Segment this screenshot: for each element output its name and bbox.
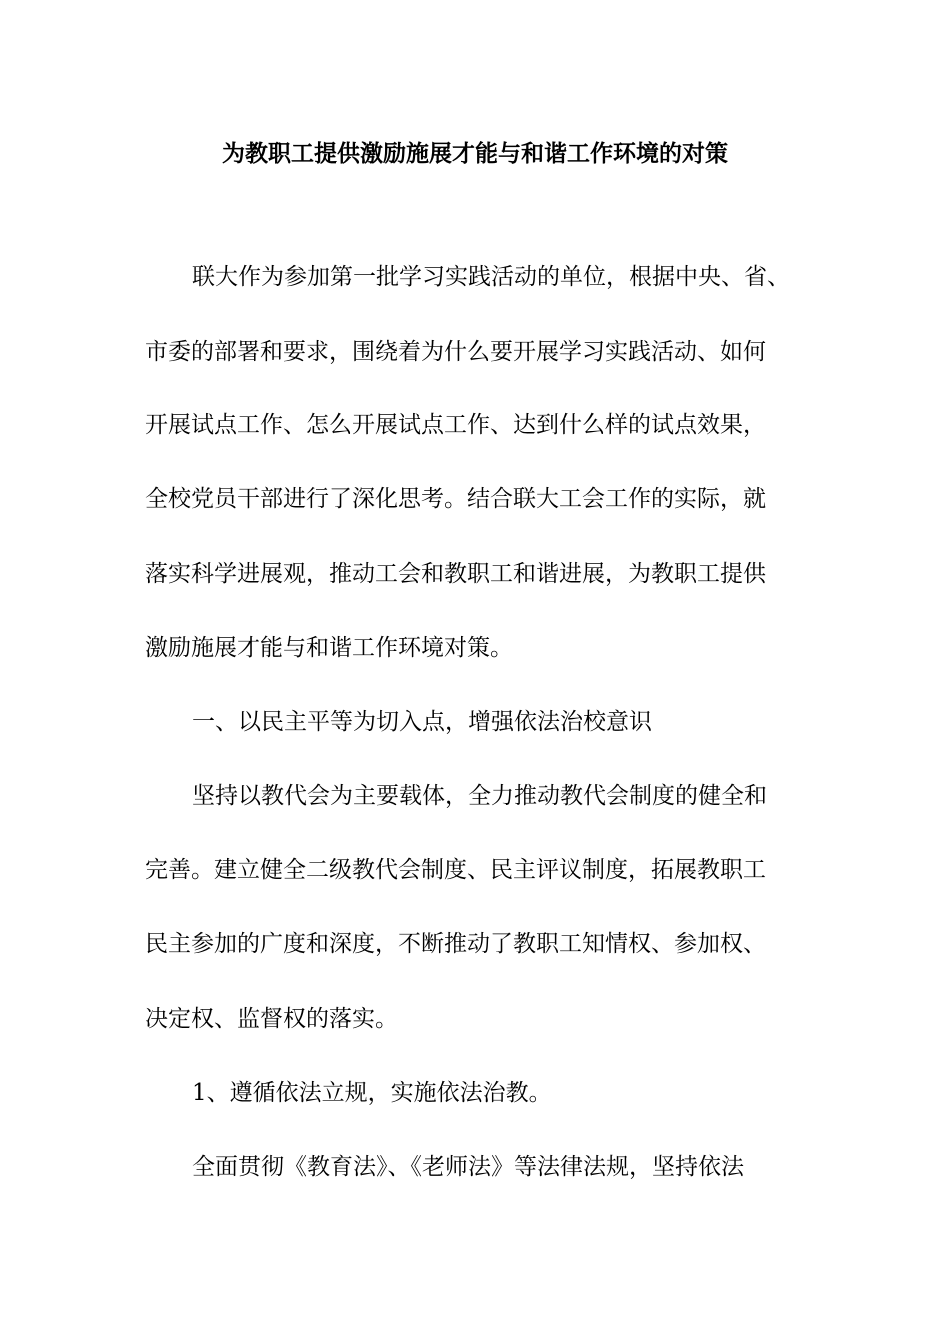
paragraph-line: 全校党员干部进行了深化思考。结合联大工会工作的实际，就 [145,486,766,512]
paragraph-line: 完善。建立健全二级教代会制度、民主评议制度，拓展教职工 [145,857,766,883]
paragraph-line: 落实科学进展观，推动工会和教职工和谐进展，为教职工提供 [145,561,766,587]
document-title: 为教职工提供激励施展才能与和谐工作环境的对策 [222,140,728,167]
section-heading: 一、以民主平等为切入点，增强依法治校意识 [192,709,652,735]
paragraph-line: 联大作为参加第一批学习实践活动的单位，根据中央、省、 [192,264,790,290]
paragraph-line: 坚持以教代会为主要载体，全力推动教代会制度的健全和 [192,783,767,809]
paragraph-line: 全面贯彻《教育法》、《老师法》等法律法规，坚持依法 [192,1154,744,1180]
paragraph-line: 开展试点工作、怎么开展试点工作、达到什么样的试点效果， [145,412,766,438]
paragraph-line: 激励施展才能与和谐工作环境对策。 [145,635,513,661]
paragraph-line: 决定权、监督权的落实。 [145,1006,398,1032]
paragraph-line: 市委的部署和要求，围绕着为什么要开展学习实践活动、如何 [145,339,766,365]
paragraph-line: 民主参加的广度和深度，不断推动了教职工知情权、参加权、 [145,931,766,957]
subsection-heading: 1、遵循依法立规，实施依法治教。 [192,1080,552,1106]
